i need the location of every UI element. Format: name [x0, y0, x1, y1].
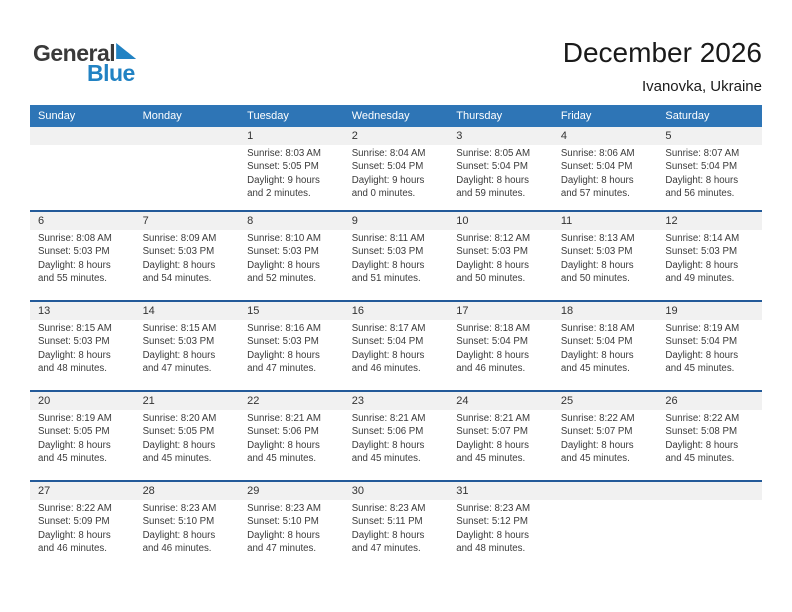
detail-line-sunset: Sunset: 5:03 PM: [560, 246, 633, 258]
detail-line-sunset: Sunset: 5:04 PM: [456, 336, 528, 348]
detail-line-daylight1: Daylight: 8 hours: [560, 439, 634, 451]
day-cell: [135, 320, 240, 390]
detail-line-daylight1: Daylight: 8 hours: [247, 439, 320, 451]
detail-line-sunset: Sunset: 5:04 PM: [665, 161, 738, 173]
day-number: 19: [665, 305, 678, 317]
detail-line-sunset: Sunset: 5:03 PM: [351, 246, 424, 258]
day-number: 16: [351, 305, 364, 317]
day-number: 27: [38, 485, 51, 497]
day-number-band: [30, 392, 762, 410]
detail-line-sunrise: Sunrise: 8:12 AM: [456, 233, 531, 244]
day-number: 13: [38, 305, 51, 317]
detail-line-sunset: Sunset: 5:03 PM: [456, 246, 528, 258]
detail-line-daylight2: and 55 minutes.: [38, 273, 107, 285]
detail-line-daylight1: Daylight: 8 hours: [247, 349, 320, 361]
day-cell: [30, 500, 135, 570]
detail-line-daylight1: Daylight: 8 hours: [38, 529, 111, 541]
day-details-band: [30, 320, 762, 390]
day-number: 7: [142, 215, 149, 227]
detail-line-daylight1: Daylight: 8 hours: [142, 259, 216, 271]
detail-line-daylight2: and 45 minutes.: [665, 363, 735, 375]
detail-line-daylight2: and 56 minutes.: [665, 188, 735, 200]
day-number-band: [30, 127, 762, 145]
detail-line-sunrise: Sunrise: 8:15 AM: [38, 323, 112, 334]
detail-line-daylight1: Daylight: 8 hours: [351, 349, 425, 361]
detail-line-sunrise: Sunrise: 8:06 AM: [560, 148, 635, 159]
detail-line-sunset: Sunset: 5:03 PM: [38, 246, 110, 258]
day-number: 31: [456, 485, 469, 497]
day-cell: [239, 320, 344, 390]
page-title: December 2026: [562, 37, 762, 68]
detail-line-sunrise: Sunrise: 8:19 AM: [38, 413, 112, 424]
detail-line-daylight1: Daylight: 8 hours: [560, 259, 634, 271]
detail-line-sunrise: Sunrise: 8:22 AM: [560, 413, 635, 424]
day-cell: [239, 230, 344, 300]
day-number: 10: [456, 215, 469, 227]
detail-line-daylight1: Daylight: 8 hours: [351, 439, 425, 451]
detail-line-sunset: Sunset: 5:04 PM: [560, 161, 633, 173]
day-number: [553, 482, 658, 500]
day-cell: [344, 320, 449, 390]
weekday-tuesday: Tuesday: [247, 110, 289, 122]
detail-line-sunrise: Sunrise: 8:21 AM: [247, 413, 321, 424]
detail-line-daylight2: and 47 minutes.: [247, 363, 317, 375]
day-number-band: [30, 302, 762, 320]
detail-line-sunset: Sunset: 5:05 PM: [38, 426, 110, 438]
title-block: [563, 38, 762, 95]
detail-line-sunrise: Sunrise: 8:18 AM: [456, 323, 531, 334]
detail-line-sunrise: Sunrise: 8:20 AM: [142, 413, 217, 424]
detail-line-sunset: Sunset: 5:06 PM: [351, 426, 424, 438]
detail-line-daylight2: and 46 minutes.: [38, 543, 107, 555]
detail-line-daylight2: and 45 minutes.: [351, 453, 421, 465]
detail-line-daylight2: and 49 minutes.: [665, 273, 735, 285]
day-cell: [448, 410, 553, 480]
detail-line-sunset: Sunset: 5:03 PM: [142, 246, 215, 258]
day-number: 3: [456, 130, 463, 142]
detail-line-daylight1: Daylight: 8 hours: [142, 529, 216, 541]
day-number: [30, 127, 135, 145]
day-cell: [239, 145, 344, 210]
detail-line-daylight2: and 46 minutes.: [351, 363, 421, 375]
day-number: 15: [247, 305, 260, 317]
detail-line-sunset: Sunset: 5:07 PM: [456, 426, 528, 438]
day-number: 24: [456, 395, 469, 407]
day-number: 22: [247, 395, 260, 407]
day-number: 4: [560, 130, 567, 142]
day-cell: [135, 230, 240, 300]
detail-line-sunrise: Sunrise: 8:11 AM: [351, 233, 425, 244]
detail-line-sunrise: Sunrise: 8:21 AM: [456, 413, 531, 424]
empty-day-cell: [30, 145, 135, 210]
day-cell: [553, 145, 658, 210]
detail-line-daylight2: and 50 minutes.: [560, 273, 630, 285]
detail-line-daylight1: Daylight: 8 hours: [142, 439, 216, 451]
day-number: 23: [351, 395, 364, 407]
detail-line-sunrise: Sunrise: 8:05 AM: [456, 148, 531, 159]
detail-line-sunrise: Sunrise: 8:15 AM: [142, 323, 217, 334]
day-cell: [239, 410, 344, 480]
detail-line-daylight2: and 57 minutes.: [560, 188, 630, 200]
detail-line-daylight2: and 59 minutes.: [456, 188, 526, 200]
detail-line-daylight1: Daylight: 8 hours: [247, 259, 320, 271]
day-number: 8: [247, 215, 254, 227]
detail-line-sunrise: Sunrise: 8:10 AM: [247, 233, 321, 244]
detail-line-sunset: Sunset: 5:05 PM: [142, 426, 215, 438]
weekday-wednesday: Wednesday: [351, 110, 410, 122]
empty-day-cell: [657, 500, 762, 570]
detail-line-sunset: Sunset: 5:04 PM: [665, 336, 738, 348]
day-cell: [553, 320, 658, 390]
detail-line-sunrise: Sunrise: 8:13 AM: [560, 233, 635, 244]
calendar-table: [30, 105, 762, 570]
detail-line-sunset: Sunset: 5:04 PM: [351, 161, 424, 173]
day-number: 11: [560, 215, 573, 227]
detail-line-sunset: Sunset: 5:06 PM: [247, 426, 319, 438]
detail-line-sunset: Sunset: 5:07 PM: [560, 426, 633, 438]
detail-line-sunrise: Sunrise: 8:23 AM: [142, 503, 217, 514]
day-number: 18: [560, 305, 574, 317]
day-number: 1: [247, 130, 254, 142]
day-cell: [553, 230, 658, 300]
day-number: 20: [38, 395, 51, 407]
detail-line-sunrise: Sunrise: 8:17 AM: [351, 323, 426, 334]
detail-line-daylight2: and 47 minutes.: [351, 543, 421, 555]
detail-line-sunrise: Sunrise: 8:16 AM: [247, 323, 321, 334]
detail-line-daylight1: Daylight: 8 hours: [665, 439, 739, 451]
week-row: [30, 210, 762, 300]
detail-line-daylight2: and 45 minutes.: [560, 363, 630, 375]
detail-line-sunset: Sunset: 5:08 PM: [665, 426, 738, 438]
day-number: [657, 482, 762, 500]
day-number: 26: [665, 395, 678, 407]
weekday-monday: Monday: [142, 110, 182, 122]
day-cell: [657, 410, 762, 480]
detail-line-sunset: Sunset: 5:10 PM: [142, 516, 215, 528]
detail-line-daylight2: and 45 minutes.: [247, 453, 317, 465]
detail-line-daylight1: Daylight: 8 hours: [142, 349, 216, 361]
detail-line-sunset: Sunset: 5:11 PM: [351, 516, 423, 528]
day-details-band: [30, 500, 762, 570]
empty-day-cell: [553, 500, 658, 570]
day-number-band: [30, 212, 762, 230]
detail-line-sunset: Sunset: 5:03 PM: [142, 336, 215, 348]
day-cell: [30, 320, 135, 390]
day-cell: [553, 410, 658, 480]
day-number: 2: [351, 130, 358, 142]
detail-line-sunset: Sunset: 5:04 PM: [351, 336, 424, 348]
detail-line-daylight2: and 45 minutes.: [38, 453, 107, 465]
detail-line-daylight2: and 45 minutes.: [142, 453, 212, 465]
day-cell: [657, 145, 762, 210]
day-details-band: [30, 230, 762, 300]
detail-line-sunset: Sunset: 5:04 PM: [560, 336, 633, 348]
day-number: 5: [665, 130, 672, 142]
detail-line-sunset: Sunset: 5:03 PM: [247, 336, 319, 348]
day-number: 25: [560, 395, 574, 407]
detail-line-daylight2: and 45 minutes.: [456, 453, 526, 465]
detail-line-sunset: Sunset: 5:09 PM: [38, 516, 110, 528]
day-cell: [448, 320, 553, 390]
day-cell: [30, 410, 135, 480]
day-cell: [239, 500, 344, 570]
detail-line-daylight2: and 50 minutes.: [456, 273, 526, 285]
day-number: 17: [456, 305, 469, 317]
detail-line-sunset: Sunset: 5:04 PM: [456, 161, 528, 173]
day-cell: [448, 230, 553, 300]
day-cell: [344, 500, 449, 570]
weekday-friday: Friday: [560, 110, 592, 122]
logo-text-blue: Blue: [87, 60, 135, 86]
detail-line-sunset: Sunset: 5:10 PM: [247, 516, 319, 528]
detail-line-sunset: Sunset: 5:03 PM: [247, 246, 319, 258]
detail-line-daylight2: and 46 minutes.: [142, 543, 212, 555]
detail-line-daylight2: and 45 minutes.: [665, 453, 735, 465]
day-cell: [344, 230, 449, 300]
day-cell: [30, 230, 135, 300]
day-number: [135, 127, 240, 145]
detail-line-daylight2: and 45 minutes.: [560, 453, 630, 465]
day-number: 12: [665, 215, 678, 227]
detail-line-daylight1: Daylight: 8 hours: [560, 349, 634, 361]
detail-line-sunset: Sunset: 5:03 PM: [665, 246, 738, 258]
detail-line-sunrise: Sunrise: 8:22 AM: [38, 503, 112, 514]
detail-line-sunrise: Sunrise: 8:04 AM: [351, 148, 426, 159]
detail-line-daylight1: Daylight: 8 hours: [38, 439, 111, 451]
detail-line-sunrise: Sunrise: 8:19 AM: [665, 323, 740, 334]
detail-line-daylight2: and 54 minutes.: [142, 273, 212, 285]
detail-line-sunrise: Sunrise: 8:09 AM: [142, 233, 217, 244]
day-number: 14: [142, 305, 155, 317]
detail-line-daylight1: Daylight: 8 hours: [456, 349, 529, 361]
detail-line-daylight1: Daylight: 8 hours: [665, 174, 739, 186]
detail-line-daylight2: and 47 minutes.: [247, 543, 317, 555]
detail-line-daylight1: Daylight: 8 hours: [456, 529, 529, 541]
general-blue-logo: [33, 42, 173, 85]
week-row: [30, 300, 762, 390]
detail-line-sunrise: Sunrise: 8:23 AM: [351, 503, 426, 514]
detail-line-daylight2: and 48 minutes.: [38, 363, 107, 375]
week-row: [30, 390, 762, 480]
day-number: 6: [38, 215, 45, 227]
empty-day-cell: [135, 145, 240, 210]
detail-line-daylight1: Daylight: 8 hours: [560, 174, 634, 186]
detail-line-daylight2: and 52 minutes.: [247, 273, 317, 285]
detail-line-daylight2: and 51 minutes.: [351, 273, 421, 285]
detail-line-daylight1: Daylight: 8 hours: [665, 259, 739, 271]
detail-line-sunrise: Sunrise: 8:14 AM: [665, 233, 740, 244]
day-cell: [344, 145, 449, 210]
detail-line-daylight1: Daylight: 8 hours: [351, 529, 425, 541]
day-details-band: [30, 145, 762, 210]
detail-line-daylight1: Daylight: 8 hours: [456, 174, 529, 186]
detail-line-sunrise: Sunrise: 8:03 AM: [247, 148, 321, 159]
weekday-sunday: Sunday: [38, 110, 76, 122]
detail-line-sunrise: Sunrise: 8:22 AM: [665, 413, 740, 424]
detail-line-sunset: Sunset: 5:05 PM: [247, 161, 319, 173]
day-number-band: [30, 482, 762, 500]
detail-line-daylight1: Daylight: 8 hours: [665, 349, 739, 361]
weekday-saturday: Saturday: [665, 110, 710, 122]
detail-line-daylight2: and 2 minutes.: [247, 188, 311, 200]
calendar-body: [30, 127, 762, 570]
detail-line-sunset: Sunset: 5:12 PM: [456, 516, 528, 528]
detail-line-daylight1: Daylight: 9 hours: [351, 174, 425, 186]
detail-line-sunset: Sunset: 5:03 PM: [38, 336, 110, 348]
day-cell: [135, 410, 240, 480]
day-number: 30: [351, 485, 364, 497]
detail-line-daylight2: and 0 minutes.: [351, 188, 416, 200]
detail-line-daylight2: and 48 minutes.: [456, 543, 526, 555]
day-number: 21: [142, 395, 155, 407]
detail-line-daylight1: Daylight: 8 hours: [38, 259, 111, 271]
day-cell: [657, 230, 762, 300]
detail-line-daylight2: and 47 minutes.: [142, 363, 212, 375]
detail-line-daylight2: and 46 minutes.: [456, 363, 526, 375]
detail-line-sunrise: Sunrise: 8:21 AM: [351, 413, 426, 424]
day-number: 29: [247, 485, 260, 497]
detail-line-sunrise: Sunrise: 8:07 AM: [665, 148, 740, 159]
logo-text-general: General: [33, 40, 116, 66]
detail-line-daylight1: Daylight: 8 hours: [247, 529, 320, 541]
detail-line-sunrise: Sunrise: 8:23 AM: [247, 503, 321, 514]
weekday-header-row: [30, 105, 762, 127]
day-cell: [448, 145, 553, 210]
day-number: 9: [351, 215, 358, 227]
day-cell: [448, 500, 553, 570]
detail-line-daylight1: Daylight: 8 hours: [456, 259, 529, 271]
day-details-band: [30, 410, 762, 480]
detail-line-daylight1: Daylight: 9 hours: [247, 174, 320, 186]
detail-line-sunrise: Sunrise: 8:08 AM: [38, 233, 112, 244]
detail-line-daylight1: Daylight: 8 hours: [351, 259, 425, 271]
detail-line-daylight1: Daylight: 8 hours: [456, 439, 529, 451]
detail-line-daylight1: Daylight: 8 hours: [38, 349, 111, 361]
logo-triangle-icon: [116, 43, 136, 59]
detail-line-sunrise: Sunrise: 8:18 AM: [560, 323, 635, 334]
detail-line-sunrise: Sunrise: 8:23 AM: [456, 503, 531, 514]
location-subtitle: Ivanovka, Ukraine: [641, 77, 762, 95]
day-cell: [657, 320, 762, 390]
day-number: 28: [142, 485, 155, 497]
day-cell: [135, 500, 240, 570]
week-row: [30, 480, 762, 570]
week-row: [30, 127, 762, 210]
day-cell: [344, 410, 449, 480]
weekday-thursday: Thursday: [456, 110, 503, 122]
